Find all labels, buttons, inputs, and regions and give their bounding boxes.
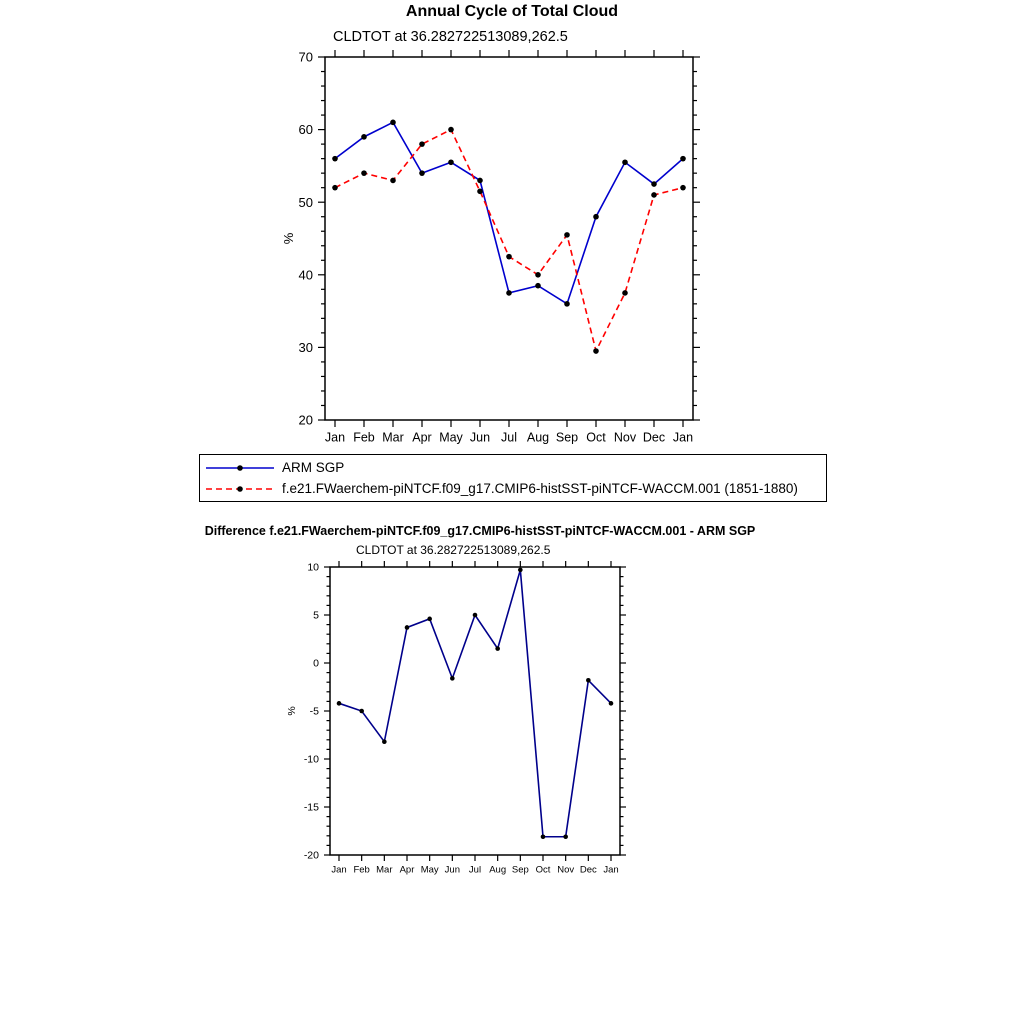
data-point-marker [541,834,546,839]
data-point-marker [477,189,483,195]
y-tick-label: -5 [309,705,319,718]
y-axis-label: % [281,232,296,245]
x-tick-label: Jun [469,430,491,445]
x-tick-label: Feb [353,864,370,876]
data-point-marker [586,678,591,683]
plot-frame [325,57,693,420]
x-tick-label: May [439,430,463,445]
y-tick-label: 40 [298,267,313,283]
x-tick-label: Feb [353,430,375,445]
x-tick-label: Nov [557,864,575,876]
x-tick-label: Jan [672,430,694,445]
y-tick-label: 60 [298,122,313,138]
y-tick-label: 10 [307,561,319,574]
x-tick-label: Apr [399,864,415,876]
data-point-marker [390,178,396,184]
data-point-marker [405,625,410,630]
data-point-marker [680,156,686,162]
series-line-difference [339,570,611,837]
data-point-marker [622,290,628,296]
annual-cycle-title: Annual Cycle of Total Cloud [405,3,619,20]
x-tick-label: Mar [376,864,393,876]
data-point-marker [535,283,541,289]
data-point-marker [651,181,657,187]
data-point-marker [419,170,425,176]
x-tick-label: Jan [324,430,346,445]
x-tick-label: Sep [555,430,579,445]
data-point-marker [427,617,432,622]
x-tick-label: Dec [579,864,597,876]
x-tick-label: Dec [642,430,666,445]
x-tick-label: Apr [412,430,432,445]
x-tick-label: Jul [501,430,517,445]
y-tick-label: 70 [298,49,313,65]
annual-cycle-plot [281,50,700,445]
data-point-marker [419,141,425,147]
y-tick-label: 30 [298,339,313,355]
x-tick-label: Jan [331,864,347,876]
difference-subtitle: CLDTOT at 36.282722513089,262.5 [356,543,551,557]
data-point-marker [332,185,338,191]
data-point-marker [450,676,455,681]
legend-item-model [204,478,822,499]
x-tick-label: Aug [489,864,507,876]
data-point-marker [473,613,478,618]
y-axis-label: % [286,706,298,716]
difference-plot [286,561,626,876]
data-point-marker [506,254,512,260]
x-tick-label: Nov [613,430,637,445]
y-tick-label: 5 [313,609,319,622]
data-point-marker [593,214,599,220]
plot-frame [330,567,620,855]
legend-line-sample-solid-icon [204,461,276,475]
data-point-marker [382,739,387,744]
x-tick-label: Aug [526,430,550,445]
difference-title: Difference f.e21.FWaerchem-piNTCF.f09_g17.CMIP6-histSST-piNTCF-WACCM.001 - ARM SGP [204,524,756,538]
x-tick-label: May [420,864,439,876]
data-point-marker [337,701,342,706]
data-point-marker [495,646,500,651]
x-tick-label: Jun [444,864,460,876]
legend [199,454,827,502]
data-point-marker [359,709,364,714]
x-tick-label: Jan [603,864,619,876]
data-point-marker [563,834,568,839]
data-point-marker [680,185,686,191]
legend-label-arm-sgp: ARM SGP [282,460,345,475]
y-tick-label: -15 [303,801,319,814]
y-tick-label: -10 [303,753,319,766]
x-tick-label: Mar [382,430,404,445]
y-tick-label: 20 [298,412,313,428]
x-tick-label: Oct [586,430,606,445]
data-point-marker [361,170,367,176]
series-line-f-e21-fwaerchem-pintcf-f09-g17 [335,130,683,351]
data-point-marker [518,568,523,573]
x-tick-label: Sep [511,864,529,876]
series-line-arm-sgp [335,122,683,304]
data-point-marker [332,156,338,162]
data-point-marker [506,290,512,296]
data-point-marker [593,348,599,354]
data-point-marker [448,159,454,165]
data-point-marker [390,120,396,126]
data-point-marker [651,192,657,198]
x-tick-label: Oct [535,864,551,876]
data-point-marker [477,178,483,184]
legend-line-sample-dashed-icon [204,482,276,496]
annual-cycle-subtitle: CLDTOT at 36.282722513089,262.5 [333,29,568,45]
y-tick-label: -20 [303,849,319,862]
legend-label-model: f.e21.FWaerchem-piNTCF.f09_g17.CMIP6-histSST-piNTCF-WACCM.001 (1851-1880) [282,481,798,496]
y-tick-label: 0 [313,657,319,670]
legend-item-arm-sgp [204,457,822,478]
y-tick-label: 50 [298,194,313,210]
data-point-marker [535,272,541,278]
data-point-marker [564,232,570,238]
data-point-marker [564,301,570,307]
x-tick-label: Jul [468,864,482,876]
data-point-marker [448,127,454,133]
data-point-marker [609,701,614,706]
data-point-marker [622,159,628,165]
data-point-marker [361,134,367,140]
